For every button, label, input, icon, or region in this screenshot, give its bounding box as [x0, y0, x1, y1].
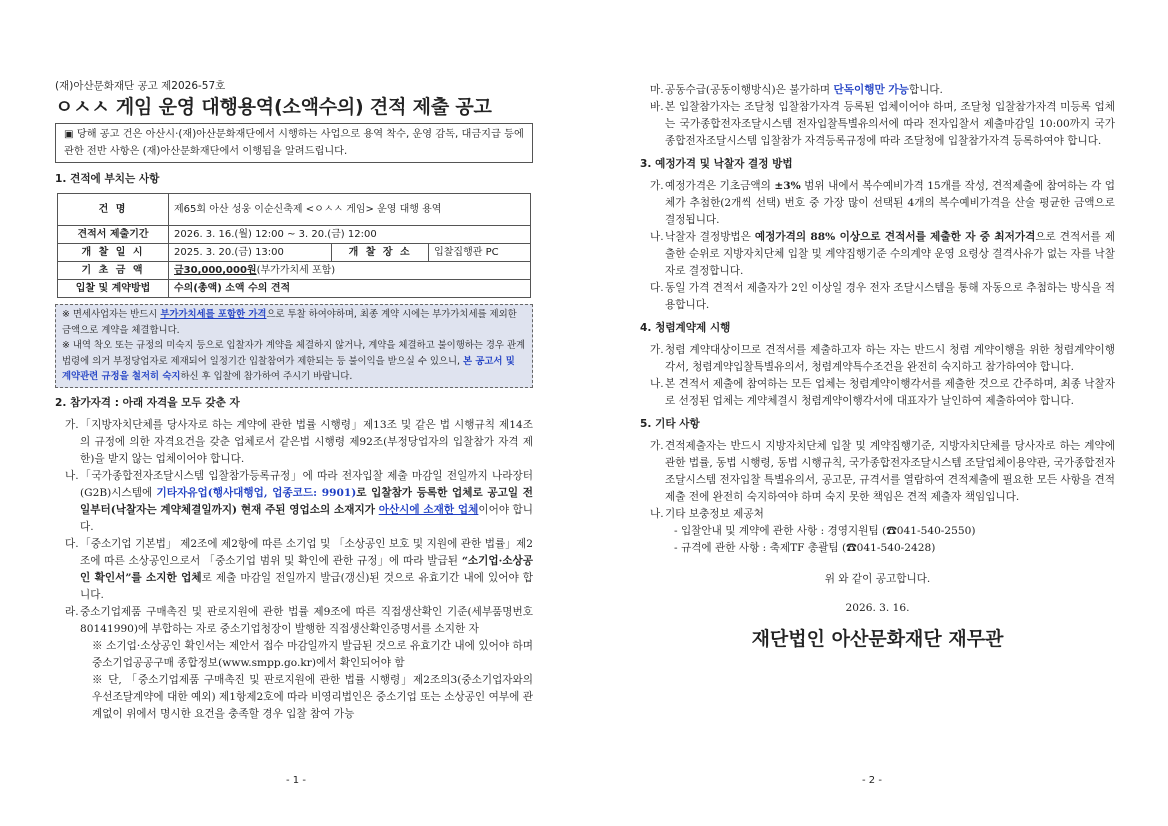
table-header: 기 초 금 액 — [58, 262, 169, 280]
caution-vat: ※ 면세사업자는 반드시 부가가치세를 포함한 가격으로 투찰 하여야하며, 최종 계약 시에는 부가가치세를 제외한 금액으로 계약을 체결합니다. — [62, 309, 517, 336]
list-item: 가. 「지방자치단체를 당사자로 하는 계약에 관한 법률 시행령」제13조 및 같은 법 시행규칙 제14조의 규정에 의한 자격요건을 갖춘 업체로서 같은법 시행령 제92조(부정당업자의 입찰참가 자격 제한)을 받지 않는 업체이어야 합니다. — [65, 418, 533, 465]
note-item: ※ 소기업·소상공인 확인서는 제안서 접수 마감일까지 발급된 것으로 유효기간 내에 있어야 하며 중소기업공공구매 종합정보(www.smpp.go.kr)에서 확인되어야 함 — [92, 639, 533, 669]
list-item: 나. 「국가종합전자조달시스템 입찰참가등록규정」에 따라 전자입찰 제출 마감일 전일까지 나라장터(G2B)시스템에 기타자유업(행사대행업, 업종코드: 9901)로 입찰참가 등록한 업체로 공고일 전일부터(낙찰자는 계약체결일까지) 현재 주된 영업소의 소재지가 아산시에 소재한 업체이어야 합니다. — [65, 469, 533, 533]
note-item: ※ 단, 「중소기업제품 구매촉진 및 판로지원에 관한 법률 시행령」제2조의3(중소기업자와의 우선조달계약에 대한 예외) 제1항제2호에 따라 비영리법인은 중소기업 또는 소상공인 여부에 관계없이 위에서 명시한 요건을 충족할 경우 입찰 참여 가능 — [92, 673, 533, 720]
list-item: 마. 공동수급(공동이행방식)은 불가하며 단독이행만 가능합니다. — [650, 84, 943, 96]
table-cell: 제65회 아산 성웅 이순신축제 <ㅇㅅㅅ 게임> 운영 대행 용역 — [169, 194, 531, 226]
table-cell — [169, 262, 531, 280]
contact-line: - 입찰안내 및 계약에 관한 사항 : 경영지원팀 (☎041-540-2550) — [674, 525, 976, 537]
table-header: 건 명 — [58, 194, 169, 226]
table-cell: 2025. 3. 20.(금) 13:00 — [169, 244, 332, 262]
list-item: 가. 예정가격은 기초금액의 ±3% 범위 내에서 복수예비가격 15개를 작성, 견적제출에 참여하는 각 업체가 추첨한(2개씩 선택) 번호 중 가장 많이 선택된 4개의 복수예비가격을 산술 평균한 금액으로 결정됩니다. — [650, 180, 1115, 226]
table-cell: 입찰집행관 PC — [429, 244, 531, 262]
table-header: 입찰 및 계약방법 — [58, 280, 169, 298]
page-title: ㅇㅅㅅ 게임 운영 대행용역(소액수의) 견적 제출 공고 — [55, 96, 492, 118]
list-item: 라. 중소기업제품 구매촉진 및 판로지원에 관한 법률 제9조에 따른 직접생산확인 기준(세부품명번호 80141990)에 부합하는 자로 중소기업청장이 발행한 직접생산확인증명서를 소지한 자 — [65, 605, 533, 635]
list-item: 나. 기타 보충정보 제공처 — [650, 508, 764, 520]
list-item: 바. 본 입찰참가자는 조달청 입찰참가자격 등록된 업체이어야 하며, 조달청 입찰참가자격 미등록 업체는 국가종합전자조달시스템 전자입찰특별유의서에 따라 전자입찰서 제출마감일 10:00까지 국가종합전자조달시스템 입찰참가 자격등록규정에 따라 조달청에 입찰참가자격 등록하여야 합니다. — [650, 101, 1115, 147]
list-item: 다. 「중소기업 기본법」 제2조에 제2항에 따른 소기업 및 「소상공인 보호 및 지원에 관한 법률」제2조에 따른 소상공인으로서 「중소기업 범위 및 확인에 관한 규정」에 따라 발급된 “소기업·소상공인 확인서”를 소지한 업체로 제출 마감일 전일까지 발급(갱신)된 것으로 유효기간 내에 있어야 합니다. — [65, 537, 533, 601]
table-header: 개 찰 장 소 — [332, 244, 429, 262]
section-5-heading: 5. 기타 사항 — [640, 418, 700, 430]
signature: 재단법인 아산문화재단 재무관 — [751, 628, 1004, 650]
notice-number: (재)아산문화재단 공고 제2026-57호 — [55, 80, 226, 92]
contact-line: - 규격에 관한 사항 : 축제TF 총괄팀 (☎041-540-2428) — [674, 542, 936, 554]
base-amount: 금30,000,000원 — [174, 265, 257, 276]
list-item: 나. 본 견적서 제출에 참여하는 모든 업체는 청렴계약이행각서를 제출한 것으로 간주하며, 최종 낙찰자로 선정된 업체는 계약체결시 청렴계약이행각서에 대표자가 날인하여 제출하여야 합니다. — [650, 378, 1115, 407]
list-item: 나. 낙찰자 결정방법은 예정가격의 88% 이상으로 견적서를 제출한 자 중 최저가격으로 견적서를 제출한 순위로 지방자치단체 입찰 및 계약집행기준 수의계약 운영 요령상 결격사유가 없는 자를 낙찰자로 결정합니다. — [650, 231, 1115, 277]
list-item: 가. 청렴 계약대상이므로 견적서를 제출하고자 하는 자는 반드시 청렴 계약이행을 위한 청렴계약이행각서, 청렴계약입찰특별유의서, 청렴계약특수조건을 완전히 숙지하고 참가하여야 합니다. — [650, 344, 1115, 373]
vat-note: (부가가치세 포함) — [256, 265, 336, 276]
table-header: 개 찰 일 시 — [58, 244, 169, 262]
intro-notice-box: ▣ 당해 공고 건은 아산시·(재)아산문화재단에서 시행하는 사업으로 용역 착수, 운영 감독, 대금지급 등에 관한 전반 사항은 (재)아산문화재단에서 이행됨을 알려드립니다. — [55, 123, 533, 163]
caution-penalty: ※ 내역 착오 또는 규정의 미숙지 등으로 입찰자가 계약을 체결하지 않거나, 계약을 체결하고 불이행하는 경우 관계법령에 의거 부정당업자로 제재되어 일정기간 입찰참여가 제한되는 등 불이익을 받으실 수 있으니, 본 공고서 및 계약관련 규정을 철저히 숙지하신 후 입찰에 참가하여 주시기 바랍니다. — [62, 340, 526, 382]
page-number: - 2 - — [862, 775, 882, 786]
table-cell: 수의(총액) 소액 수의 견적 — [169, 280, 531, 298]
section-4-heading: 4. 청렴계약제 시행 — [640, 322, 731, 334]
page-number: - 1 - — [286, 775, 306, 786]
section-3-heading: 3. 예정가격 및 낙찰자 결정 방법 — [640, 158, 793, 170]
closing-statement: 위 와 같이 공고합니다. — [824, 573, 931, 585]
notice-date: 2026. 3. 16. — [845, 602, 910, 614]
list-item: 가. 견적제출자는 반드시 지방자치단체 입찰 및 계약집행기준, 지방자치단체를 당사자로 하는 계약에 관한 법률, 동법 시행령, 동법 시행규칙, 국가종합전자조달시스템 조달업체이용약관, 국가종합전자조달시스템 전자입찰 특별유의서, 공고문, 규격서를 열람하여 견적제출에 필요한 모든 사항을 견적제출 전에 완전히 숙지하여야 하며 숙지 못한 책임은 견적 제출자 책임입니다. — [650, 440, 1115, 503]
bid-info-table — [57, 193, 531, 298]
table-header: 견적서 제출기간 — [58, 226, 169, 244]
page-1 — [55, 78, 533, 723]
page-2 — [640, 82, 1115, 648]
caution-box — [55, 304, 533, 388]
section-1-heading: 1. 견적에 부치는 사항 — [55, 173, 160, 185]
table-cell: 2026. 3. 16.(월) 12:00 ~ 3. 20.(금) 12:00 — [169, 226, 531, 244]
section-2-heading: 2. 참가자격 : 아래 자격을 모두 갖춘 자 — [55, 396, 240, 409]
list-item: 다. 동일 가격 견적서 제출자가 2인 이상일 경우 전자 조달시스템을 통해 자동으로 추첨하는 방식을 적용합니다. — [650, 282, 1115, 311]
